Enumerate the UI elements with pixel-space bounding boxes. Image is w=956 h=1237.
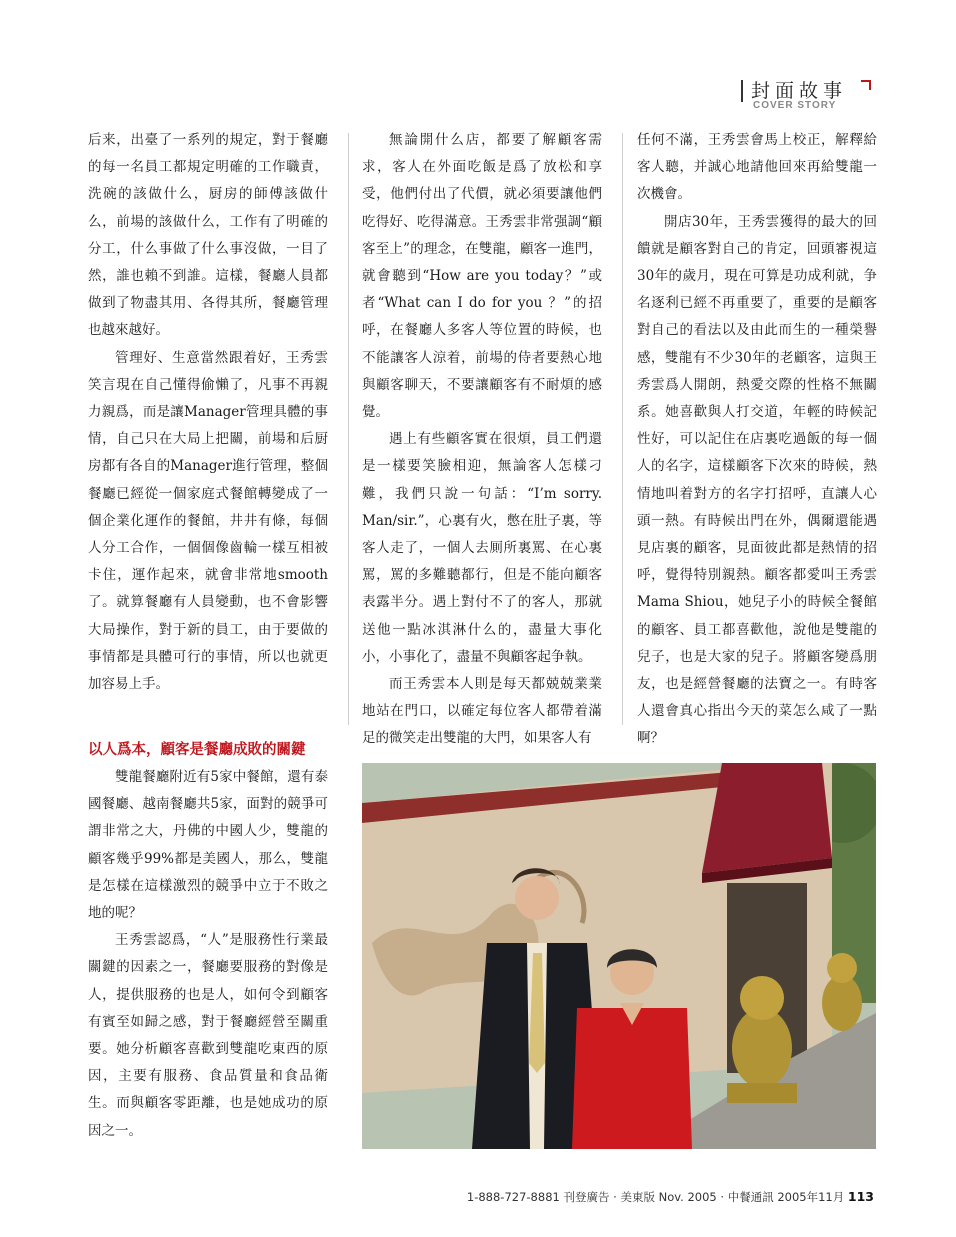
column-divider <box>622 133 623 725</box>
section-title-cn: 封面故事 <box>751 80 848 102</box>
paragraph: 王秀雲認爲，“人”是服務性行業最關鍵的因素之一，餐廳要服務的對像是人，提供服務的也是人，如何令到顧客有賓至如歸之感，對于餐廳經營至關重要。她分析顧客喜歡到雙龍吃東西的原因，主要有服務、食品質量和食品衛生。而與顧客零距離，也是她成功的原因之一。 <box>88 932 328 1139</box>
paragraph: 任何不滿，王秀雲會馬上校正，解釋給客人聽，并誠心地請他回來再給雙龍一次機會。 <box>637 132 877 203</box>
section-tag-bar <box>741 80 743 102</box>
article-column-1 <box>88 127 328 698</box>
column-divider <box>348 133 349 725</box>
paragraph: 雙龍餐廳附近有5家中餐館，還有泰國餐廳、越南餐廳共5家，面對的競爭可謂非常之大，丹佛的中國人少，雙龍的顧客幾乎99%都是美國人，那么，雙龍是怎樣在這樣激烈的競爭中立于不敗之地的呢？ <box>88 769 328 922</box>
paragraph: 遇上有些顧客實在很煩，員工們還是一樣要笑臉相迎，無論客人怎樣刁難，我們只說一句話：“I’m sorry. Man/sir.”，心裏有火，憋在肚子裏，等客人走了，一個人去厠所裏罵、在心裏罵，罵的多難聽都行，但是不能向顧客表露半分。遇上對付不了的客人，那就送他一點冰淇淋什么的，盡量大事化小，小事化了，盡量不與顧客起争執。 <box>362 431 602 665</box>
paragraph: 而王秀雲本人則是每天都兢兢業業地站在門口，以確定每位客人都帶着滿足的微笑走出雙龍的大門，如果客人有 <box>362 676 602 747</box>
section-title-en: COVER STORY <box>753 100 837 111</box>
paragraph: 開店30年，王秀雲獲得的最大的回饋就是顧客對自己的肯定，回頭審視這30年的歲月，現在可算是功成利就，争名逐利已經不再重要了，重要的是顧客對自己的看法以及由此而生的一種榮譽感，雙龍有不少30年的老顧客，這與王秀雲爲人開朗，熱愛交際的性格不無關系。她喜歡與人打交道，年輕的時候記性好，可以記住在店裏吃過飯的每一個人的名字，這樣顧客下次來的時候，熱情地叫着對方的名字打招呼，直讓人心頭一熱。有時候出門在外，偶爾還能遇見店裏的顧客，見面彼此都是熱情的招呼，覺得特別親熱。顧客都愛叫王秀雲Mama Shiou，她兒子小的時候全餐館的顧客、員工都喜歡他，說他是雙龍的兒子，也是大家的兒子。將顧客變爲朋友，也是經營餐廳的法寶之一。有時客人還會真心指出今天的菜怎么咸了一點啊？ <box>637 213 877 747</box>
article-column-1-lower <box>88 764 328 1145</box>
page-footer <box>0 1189 874 1205</box>
paragraph: 管理好、生意當然跟着好，王秀雲笑言現在自己懂得偷懶了，凡事不再親力親爲，而是讓Manager管理具體的事情，自己只在大局上把關，前場和后厨房都有各自的Manager進行管理，整個餐廳已經從一個家庭式餐館轉變成了一個企業化運作的餐館，井井有條，每個人分工合作，一個個像齒輪一樣互相被卡住，運作起來，就會非常地smooth了。就算餐廳有人員變動，也不會影響大局操作，對于新的員工，由于要做的事情都是具體可行的事情，所以也就更加容易上手。 <box>88 349 328 693</box>
paragraph: 無論開什么店，都要了解顧客需求，客人在外面吃飯是爲了放松和享受，他們付出了代價，就必須要讓他們吃得好、吃得滿意。王秀雲非常强調“顧客至上”的理念，在雙龍，顧客一進門，就會聽到“How are you today？”或者“What can I do for you ？”的招呼，在餐廳人多客人等位置的時候，也不能讓客人涼着，前場的侍者要熱心地與顧客聊天，不要讓顧客有不耐煩的感覺。 <box>362 132 602 421</box>
paragraph: 后来，出臺了一系列的規定，對于餐廳的每一名員工都規定明確的工作職責，洗碗的該做什么，厨房的師傅該做什么，前場的該做什么，工作有了明確的分工，什么事做了什么事沒做，一目了然，誰也賴不到誰。這樣，餐廳人員都做到了物盡其用、各得其所，餐廳管理也越來越好。 <box>88 132 328 339</box>
footer-info: 1-888-727-8881 刊登廣告 · 美東版 Nov. 2005 · 中餐通訊 2005年11月 <box>466 1190 845 1204</box>
restaurant-photo-illustration <box>362 763 876 1149</box>
section-tag-accent <box>861 80 871 90</box>
page-number: 113 <box>847 1189 874 1204</box>
section-tag <box>741 76 871 116</box>
restaurant-photo <box>362 763 876 1149</box>
article-column-3 <box>637 127 877 753</box>
section-subheading: 以人爲本，顧客是餐廳成敗的關鍵 <box>88 742 306 758</box>
article-column-2 <box>362 127 602 753</box>
